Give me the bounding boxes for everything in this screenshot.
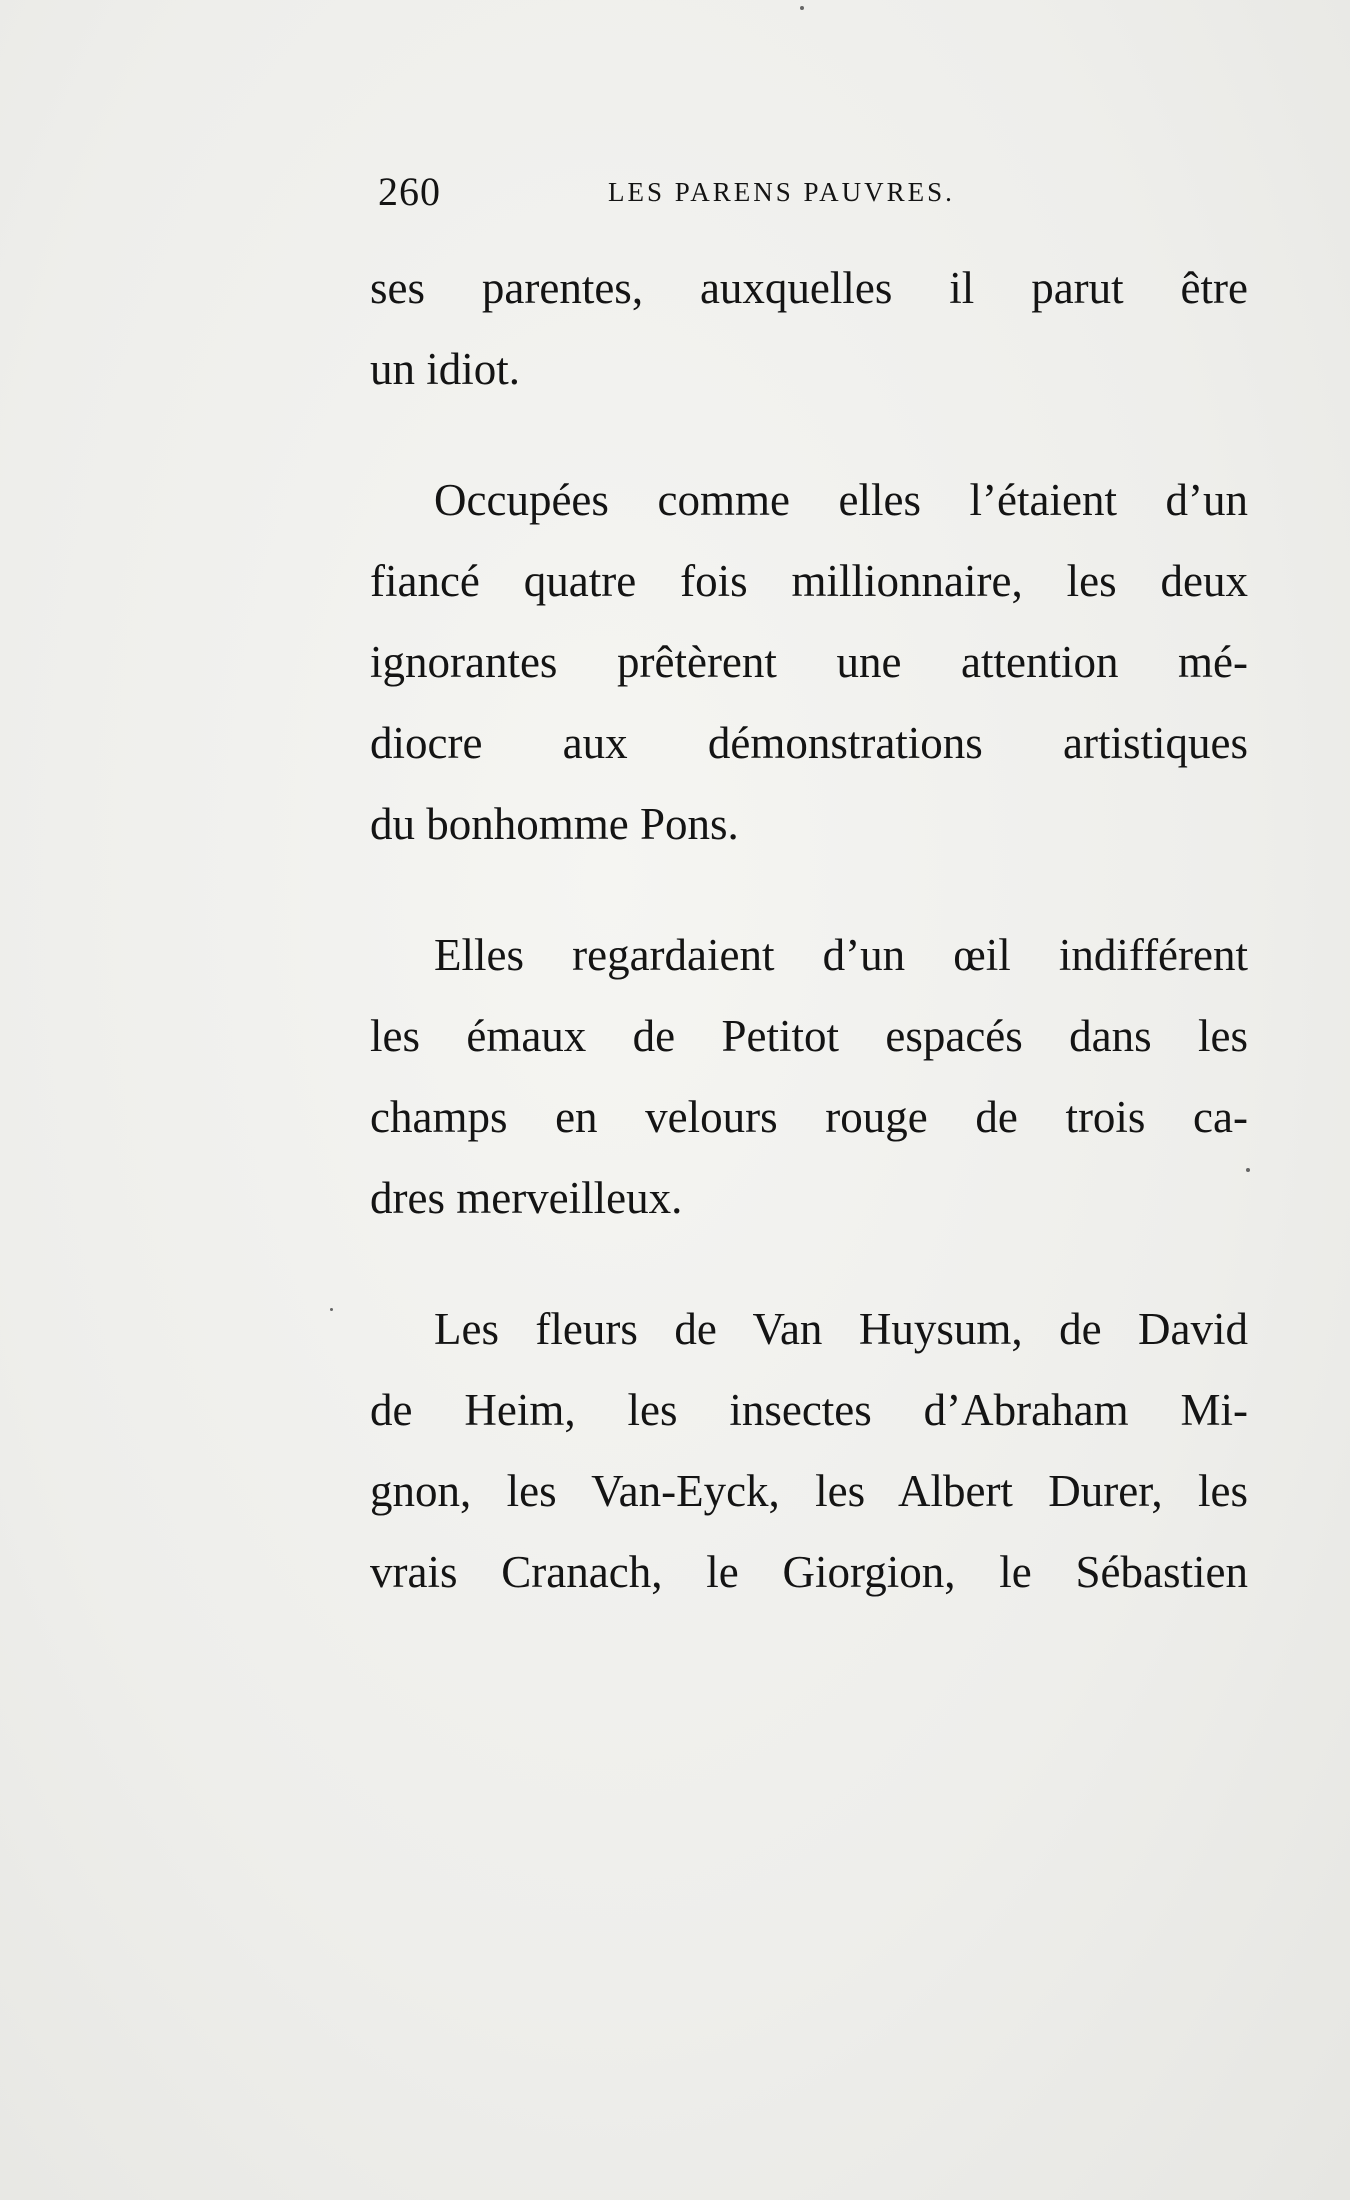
paragraph-4 bbox=[370, 1289, 1248, 1613]
text-line: les émaux de Petitot espacés dans les bbox=[370, 1011, 1248, 1061]
text-line: un idiot. bbox=[370, 344, 521, 394]
text-line: Occupées comme elles l’étaient d’un bbox=[434, 475, 1248, 525]
text-line: dres merveilleux. bbox=[370, 1173, 683, 1223]
paper-speck bbox=[800, 6, 804, 10]
running-title: LES PARENS PAUVRES. bbox=[608, 177, 955, 207]
paper-speck bbox=[330, 1308, 333, 1311]
page-number: 260 bbox=[378, 169, 441, 214]
text-line: fiancé quatre fois millionnaire, les deux bbox=[370, 556, 1248, 606]
paragraph-2 bbox=[370, 460, 1248, 865]
text-line: diocre aux démonstrations artistiques bbox=[370, 718, 1248, 768]
paper-speck bbox=[1246, 1168, 1250, 1172]
paragraph-gap bbox=[370, 1239, 1248, 1289]
text-line: Les fleurs de Van Huysum, de David bbox=[434, 1304, 1248, 1354]
text-line: ignorantes prêtèrent une attention mé- bbox=[370, 637, 1248, 687]
text-line: ses parentes, auxquelles il parut être bbox=[370, 263, 1248, 313]
text-line: champs en velours rouge de trois ca- bbox=[370, 1092, 1248, 1142]
text-line: Elles regardaient d’un œil indifférent bbox=[434, 930, 1248, 980]
body-text bbox=[370, 248, 1248, 1613]
paragraph-1 bbox=[370, 248, 1248, 410]
text-line: vrais Cranach, le Giorgion, le Sébastien bbox=[370, 1547, 1248, 1597]
paragraph-3 bbox=[370, 915, 1248, 1239]
page-header bbox=[378, 168, 1018, 218]
text-line: gnon, les Van-Eyck, les Albert Durer, les bbox=[370, 1466, 1248, 1516]
text-line: de Heim, les insectes d’Abraham Mi- bbox=[370, 1385, 1248, 1435]
text-line: du bonhomme Pons. bbox=[370, 799, 739, 849]
paragraph-gap bbox=[370, 865, 1248, 915]
paragraph-gap bbox=[370, 410, 1248, 460]
